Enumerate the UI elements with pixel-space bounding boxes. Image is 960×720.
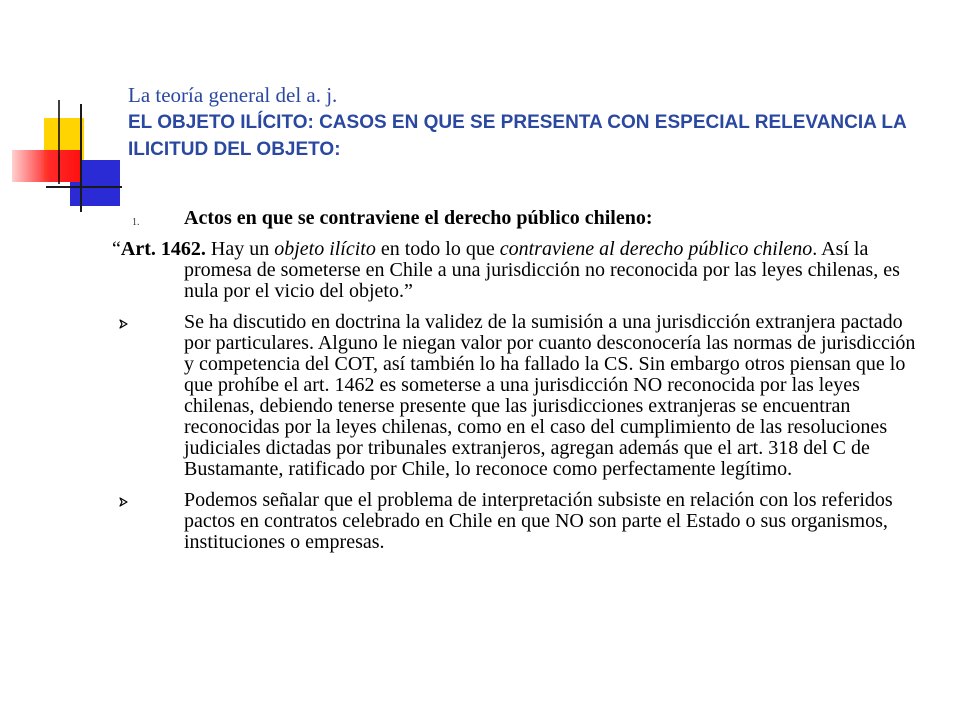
logo-vertical-line	[80, 104, 82, 212]
title-line-2: EL OBJETO ILÍCITO: CASOS EN QUE SE PRESENTA CON ESPECIAL RELEVANCIA LA ILICITUD DEL OBJETO:	[128, 112, 907, 160]
slide-title	[128, 82, 928, 163]
arrow-bullet-icon	[118, 496, 130, 508]
item-heading: Actos en que se contraviene el derecho público chileno:	[184, 207, 653, 229]
logo-horizontal-line	[46, 186, 122, 188]
title-line-1: La teoría general del a. j.	[128, 83, 338, 107]
list-item	[112, 312, 922, 480]
item-number: 1.	[132, 217, 140, 228]
quote-text-3: . Así la promesa de someterse en Chile a una jurisdicción no reconocida por las leyes chilenas, es nula por el vicio del objeto.”	[184, 238, 900, 302]
quote-text-2: en todo lo que	[375, 238, 500, 260]
bullet-text: Se ha discutido en doctrina la validez de la sumisión a una jurisdicción extranjera pactado por particulares. Alguno le niegan valor por cuanto desconocería las normas de jurisdicción y competencia del COT, así también lo ha fallado la CS. Sin embargo otros piensan que lo que prohíbe el art. 1462 es someterse a una jurisdicción NO reconocida por las leyes chilenas, debiendo tenerse presente que las jurisdicciones extranjeras se encuentran reconocidas por la leyes chilenas, como en el caso del cumplimiento de las resoluciones judiciales dictadas por tribunales extranjeros, agregan además que el art. 318 del C de Bustamante, ratificado por Chile, lo reconoce como perfectamente legítimo.	[184, 311, 916, 480]
logo-red-bar	[12, 150, 80, 182]
list-item	[112, 490, 922, 553]
logo-thin-line	[58, 100, 60, 184]
bullet-text: Podemos señalar que el problema de interpretación subsiste en relación con los referidos pactos en contratos celebrado en Chile en que NO son parte el Estado o sus organismos, instituciones o empresas.	[184, 489, 893, 553]
arrow-bullet-icon	[118, 318, 130, 330]
article-number: Art. 1462.	[120, 238, 206, 260]
numbered-item	[112, 208, 922, 229]
slide-logo-decoration	[0, 0, 140, 220]
quote-italic-1: objeto ilícito	[274, 238, 376, 260]
quote-italic-2: contraviene al derecho público chileno	[499, 238, 813, 260]
quote-text-1: Hay un	[205, 238, 275, 260]
slide-body	[112, 208, 922, 563]
quote-open-mark: “	[112, 238, 121, 260]
article-quote	[112, 239, 922, 302]
